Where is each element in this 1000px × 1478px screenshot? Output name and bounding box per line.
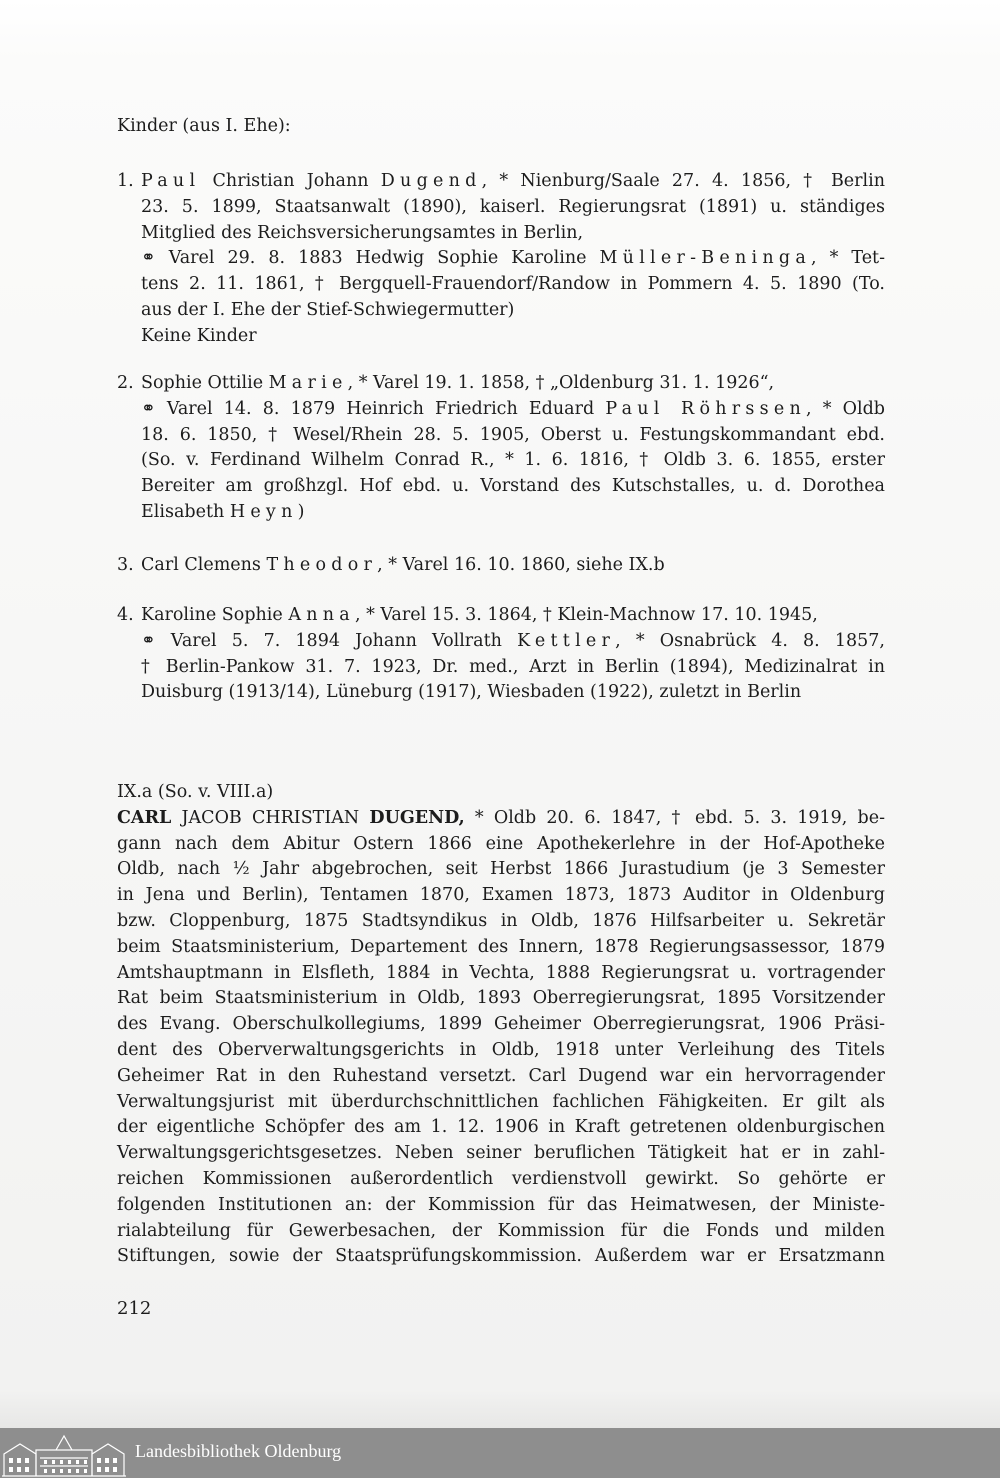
text-line (117, 448, 885, 474)
text-run: reichen Kommissionen außerordentlich verdienstvoll gewirkt. So gehörte er (117, 1168, 885, 1189)
text-line (117, 324, 885, 350)
text-run: JACOB CHRISTIAN (171, 807, 370, 828)
text-run: aus der I. Ehe der Stief-Schwiegermutter) (141, 299, 515, 320)
text-run: ⚭ Varel 5. 7. 1894 Johann Vollrath (141, 630, 518, 651)
text-run: der eigentliche Schöpfer des am 1. 12. 1906 in Kraft getretenen oldenburgischen (117, 1117, 885, 1138)
text-line (117, 680, 885, 706)
text-run: Geheimer Rat in den Ruhestand versetzt. Carl Dugend war ein hervorragender (117, 1065, 885, 1086)
entry-number: 1. (117, 171, 134, 191)
spaced-name: Marie (268, 373, 348, 393)
spaced-name: Dugend (380, 171, 482, 191)
text-line (117, 629, 885, 655)
text-run: Karoline Sophie (141, 605, 289, 625)
text-run: gann nach dem Abitur Ostern 1866 eine Apothekerlehre in der Hof-Apotheke (117, 833, 885, 854)
text-line (117, 1115, 885, 1141)
text-run: Duisburg (1913/14), Lüneburg (1917), Wiesbaden (1922), zuletzt in Berlin (141, 682, 802, 703)
text-run: , * Oldb (806, 398, 886, 419)
footer-library-label: Landesbibliothek Oldenburg (135, 1441, 342, 1461)
text-line (117, 397, 885, 423)
text-run: ) (297, 501, 305, 522)
text-run: 23. 5. 1899, Staatsanwalt (1890), kaiserl. Regierungsrat (1891) u. ständiges (141, 196, 885, 217)
text-line (117, 371, 885, 397)
text-run: , * Varel 16. 10. 1860, siehe IX.b (377, 555, 665, 575)
library-building-icon (0, 1428, 128, 1478)
child-entry (117, 603, 885, 706)
text-line (117, 1090, 885, 1116)
footer-bar (0, 1428, 1000, 1478)
text-run: Amtshauptmann in Elsfleth, 1884 in Vechta, 1888 Regierungsrat u. vortragender (117, 962, 885, 983)
text-run: ⚭ Varel 14. 8. 1879 Heinrich Friedrich Eduard (141, 398, 606, 419)
text-line (117, 1012, 885, 1038)
text-line (117, 832, 885, 858)
bold-name: DUGEND, (369, 807, 465, 828)
entry-number: 3. (117, 555, 134, 575)
section-heading: IX.a (So. v. VIII.a) (117, 782, 274, 802)
text-line (117, 169, 885, 195)
text-line (117, 221, 885, 247)
text-line (117, 1064, 885, 1090)
child-entry (117, 169, 885, 350)
text-run: † Berlin-Pankow 31. 7. 1923, Dr. med., Arzt in Berlin (1894), Medizinalrat in (141, 656, 885, 677)
text-run: , * Varel 19. 1. 1858, † „Oldenburg 31. 1. 1926“, (347, 373, 775, 393)
text-line (117, 553, 885, 579)
spaced-name: Müller-Beninga (599, 248, 812, 269)
text-run: Sophie Ottilie (141, 373, 269, 393)
text-line (117, 1167, 885, 1193)
spaced-name: Kettler (517, 630, 616, 651)
text-line (117, 883, 885, 909)
text-line (117, 1038, 885, 1064)
text-line (117, 986, 885, 1012)
text-run: beim Staatsministerium, Departement des Innern, 1878 Regierungsassessor, 1879 (117, 936, 885, 957)
text-run: Stiftungen, sowie der Staatsprüfungskommission. Außerdem war er Ersatzmann (117, 1246, 885, 1267)
spaced-name: Theodor (266, 555, 378, 575)
text-line (117, 857, 885, 883)
text-line (117, 423, 885, 449)
text-run: Carl Clemens (141, 555, 267, 575)
biography-paragraph (117, 806, 885, 1270)
text-line (117, 474, 885, 500)
child-entry (117, 553, 885, 579)
text-run: tens 2. 11. 1861, † Bergquell-Frauendorf/Randow in Pommern 4. 5. 1890 (To. (141, 274, 885, 295)
text-run: folgenden Institutionen an: der Kommission für das Heimatwesen, der Ministe- (117, 1194, 885, 1215)
text-line (117, 961, 885, 987)
children-heading: Kinder (aus I. Ehe): (117, 116, 291, 136)
text-line (117, 1219, 885, 1245)
text-run: rialabteilung für Gewerbesachen, der Kommission für die Fonds und milden (117, 1220, 885, 1241)
text-run: Bereiter am großhzgl. Hof ebd. u. Vorstand des Kutschstalles, u. d. Dorothea (141, 476, 885, 497)
text-line (117, 1141, 885, 1167)
text-run: (So. v. Ferdinand Wilhelm Conrad R., * 1. 6. 1816, † Oldb 3. 6. 1855, erster (141, 450, 885, 471)
text-run: Christian Johann (200, 171, 381, 191)
spaced-name: Heyn (229, 501, 298, 522)
text-run: Verwaltungsjurist mit überdurchschnittlichen fachlichen Fähigkeiten. Er gilt als (117, 1091, 885, 1112)
text-run: Rat beim Staatsministerium in Oldb, 1893 Oberregierungsrat, 1895 Vorsitzender (117, 988, 885, 1009)
text-line (117, 1193, 885, 1219)
text-run: , * Varel 15. 3. 1864, † Klein-Machnow 17. 10. 1945, (354, 605, 818, 625)
spaced-name: Paul (141, 171, 201, 191)
text-run: , * Tet- (811, 248, 885, 269)
text-run: Mitglied des Reichsversicherungsamtes in Berlin, (141, 222, 584, 243)
text-run: * Oldb 20. 6. 1847, † ebd. 5. 3. 1919, be- (464, 807, 885, 828)
text-line (117, 246, 885, 272)
text-run: des Evang. Oberschulkollegiums, 1899 Geheimer Oberregierungsrat, 1906 Präsi- (117, 1014, 885, 1035)
text-line (117, 298, 885, 324)
text-run: , * Osnabrück 4. 8. 1857, (615, 630, 885, 651)
spaced-name: Paul Röhrssen (605, 398, 806, 419)
text-line (117, 195, 885, 221)
bold-name: CARL (117, 807, 172, 828)
text-run: Oldb, nach ½ Jahr abgebrochen, seit Herbst 1866 Jurastudium (je 3 Semester (117, 859, 885, 880)
text-run: 18. 6. 1850, † Wesel/Rhein 28. 5. 1905, Oberst u. Festungskommandant ebd. (141, 424, 885, 445)
child-entry (117, 371, 885, 526)
text-run: Keine Kinder (141, 325, 257, 346)
text-line (117, 500, 885, 526)
text-line (117, 603, 885, 629)
page-number: 212 (117, 1298, 152, 1319)
text-run: Verwaltungsgerichtsgesetzes. Neben seiner beruflichen Tätigkeit hat er in zahl- (117, 1143, 885, 1164)
text-line (117, 806, 885, 832)
text-run: Elisabeth (141, 501, 230, 522)
entry-number: 4. (117, 605, 134, 625)
text-line (117, 935, 885, 961)
spaced-name: Anna (288, 605, 355, 625)
biography-section (117, 780, 885, 1270)
text-run: bzw. Cloppenburg, 1875 Stadtsyndikus in Oldb, 1876 Hilfsarbeiter u. Sekretär (117, 910, 885, 931)
text-line (117, 909, 885, 935)
text-run: in Jena und Berlin), Tentamen 1870, Examen 1873, 1873 Auditor in Oldenburg (117, 885, 885, 906)
text-line (117, 655, 885, 681)
text-run: dent des Oberverwaltungsgerichts in Oldb, 1918 unter Verleihung des Titels (117, 1039, 885, 1060)
text-line (117, 272, 885, 298)
text-run: , * Nienburg/Saale 27. 4. 1856, † Berlin (481, 171, 885, 191)
text-line (117, 1244, 885, 1270)
text-run: ⚭ Varel 29. 8. 1883 Hedwig Sophie Karoline (141, 248, 600, 269)
entry-number: 2. (117, 373, 134, 393)
